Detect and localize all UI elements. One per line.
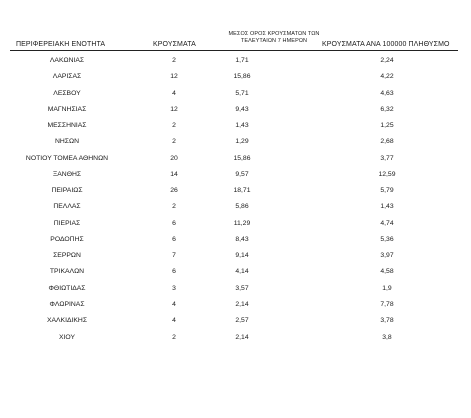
- region-cell: ΜΕΣΣΗΝΙΑΣ: [47, 122, 87, 130]
- table-row: [0, 168, 471, 184]
- region-cell: ΤΡΙΚΑΛΩΝ: [49, 268, 85, 276]
- region-cell: ΣΕΡΡΩΝ: [53, 252, 81, 260]
- region-cell: ΠΕΛΛΑΣ: [53, 203, 81, 211]
- table-row: [0, 249, 471, 265]
- cases-cell: 2: [172, 203, 176, 211]
- table-row: [0, 70, 471, 86]
- region-cell: ΛΕΣΒΟΥ: [53, 89, 81, 97]
- per100k-cell: 5,36: [380, 235, 394, 243]
- cases-cell: 6: [172, 235, 176, 243]
- region-cell: ΠΕΙΡΑΙΩΣ: [51, 187, 83, 195]
- region-cell: ΡΟΔΟΠΗΣ: [50, 235, 84, 243]
- header-region: ΠΕΡΙΦΕΡΕΙΑΚΗ ΕΝΟΤΗΤΑ: [16, 41, 106, 48]
- avg7-cell: 15,86: [233, 73, 251, 81]
- table-row: [0, 298, 471, 314]
- cases-cell: 4: [172, 317, 176, 325]
- table-row: [0, 331, 471, 347]
- per100k-cell: 3,78: [380, 317, 394, 325]
- per100k-cell: 2,68: [380, 138, 394, 146]
- per100k-cell: 7,78: [380, 300, 394, 308]
- header-avg7: ΜΕΣΟΣ ΟΡΟΣ ΚΡΟΥΣΜΑΤΩΝ ΤΩΝ ΤΕΛΕΥΤΑΙΩΝ 7 ΗΜΕΡΩΝ: [228, 31, 320, 44]
- per100k-cell: 2,24: [380, 57, 394, 64]
- region-cell: ΧΙΟΥ: [58, 333, 76, 341]
- per100k-cell: 12,59: [378, 170, 396, 178]
- table-row: [0, 265, 471, 281]
- avg7-cell: 1,43: [235, 122, 249, 130]
- per100k-cell: 3,8: [382, 333, 392, 341]
- table-row: [0, 152, 471, 168]
- region-cell: ΛΑΚΩΝΙΑΣ: [49, 57, 85, 64]
- avg7-cell: 8,43: [235, 235, 249, 243]
- cases-cell: 4: [172, 300, 176, 308]
- table-body: [0, 54, 471, 347]
- avg7-cell: 1,71: [235, 57, 249, 64]
- avg7-cell: 2,14: [235, 333, 249, 341]
- table-row: [0, 314, 471, 330]
- header-per100k: ΚΡΟΥΣΜΑΤΑ ΑΝΑ 100000 ΠΛΗΘΥΣΜΟ: [322, 41, 450, 48]
- table-row: [0, 200, 471, 216]
- header-divider: [10, 50, 458, 51]
- cases-cell: 3: [172, 284, 176, 292]
- avg7-cell: 4,14: [235, 268, 249, 276]
- cases-cell: 20: [170, 154, 178, 162]
- table-row: [0, 87, 471, 103]
- region-cell: ΛΑΡΙΣΑΣ: [52, 73, 82, 81]
- table-row: [0, 54, 471, 70]
- avg7-cell: 9,43: [235, 105, 249, 113]
- avg7-cell: 18,71: [233, 187, 251, 195]
- per100k-cell: 4,74: [380, 219, 394, 227]
- region-cell: ΦΛΩΡΙΝΑΣ: [49, 300, 85, 308]
- per100k-cell: 5,79: [380, 187, 394, 195]
- avg7-cell: 2,57: [235, 317, 249, 325]
- cases-cell: 2: [172, 57, 176, 64]
- table-row: [0, 119, 471, 135]
- avg7-cell: 11,29: [233, 219, 251, 227]
- per100k-cell: 6,32: [380, 105, 394, 113]
- per100k-cell: 4,22: [380, 73, 394, 81]
- header-cases: ΚΡΟΥΣΜΑΤΑ: [153, 41, 196, 48]
- region-cell: ΜΑΓΝΗΣΙΑΣ: [47, 105, 87, 113]
- per100k-cell: 1,9: [382, 284, 392, 292]
- region-cell: ΝΟΤΙΟΥ ΤΟΜΕΑ ΑΘΗΝΩΝ: [25, 154, 109, 162]
- cases-cell: 12: [170, 73, 178, 81]
- cases-cell: 4: [172, 89, 176, 97]
- per100k-cell: 3,77: [380, 154, 394, 162]
- cases-cell: 2: [172, 333, 176, 341]
- per100k-cell: 1,25: [380, 122, 394, 130]
- per100k-cell: 4,58: [380, 268, 394, 276]
- region-cell: ΠΙΕΡΙΑΣ: [53, 219, 81, 227]
- avg7-cell: 9,57: [235, 170, 249, 178]
- cases-cell: 2: [172, 122, 176, 130]
- avg7-cell: 2,14: [235, 300, 249, 308]
- avg7-cell: 3,57: [235, 284, 249, 292]
- cases-cell: 26: [170, 187, 178, 195]
- avg7-cell: 5,71: [235, 89, 249, 97]
- per100k-cell: 4,63: [380, 89, 394, 97]
- table-row: [0, 217, 471, 233]
- region-cell: ΝΗΣΩΝ: [54, 138, 79, 146]
- cases-cell: 12: [170, 105, 178, 113]
- table-row: [0, 103, 471, 119]
- table-row: [0, 184, 471, 200]
- cases-cell: 7: [172, 252, 176, 260]
- table-row: [0, 135, 471, 151]
- avg7-cell: 5,86: [235, 203, 249, 211]
- cases-cell: 6: [172, 219, 176, 227]
- region-cell: ΦΘΙΩΤΙΔΑΣ: [48, 284, 86, 292]
- avg7-cell: 15,86: [233, 154, 251, 162]
- cases-cell: 6: [172, 268, 176, 276]
- region-cell: ΞΑΝΘΗΣ: [52, 170, 82, 178]
- per100k-cell: 3,97: [380, 252, 394, 260]
- avg7-cell: 1,29: [235, 138, 249, 146]
- cases-cell: 14: [170, 170, 178, 178]
- cases-cell: 2: [172, 138, 176, 146]
- table-row: [0, 282, 471, 298]
- per100k-cell: 1,43: [380, 203, 394, 211]
- region-cell: ΧΑΛΚΙΔΙΚΗΣ: [46, 317, 88, 325]
- table-row: [0, 233, 471, 249]
- avg7-cell: 9,14: [235, 252, 249, 260]
